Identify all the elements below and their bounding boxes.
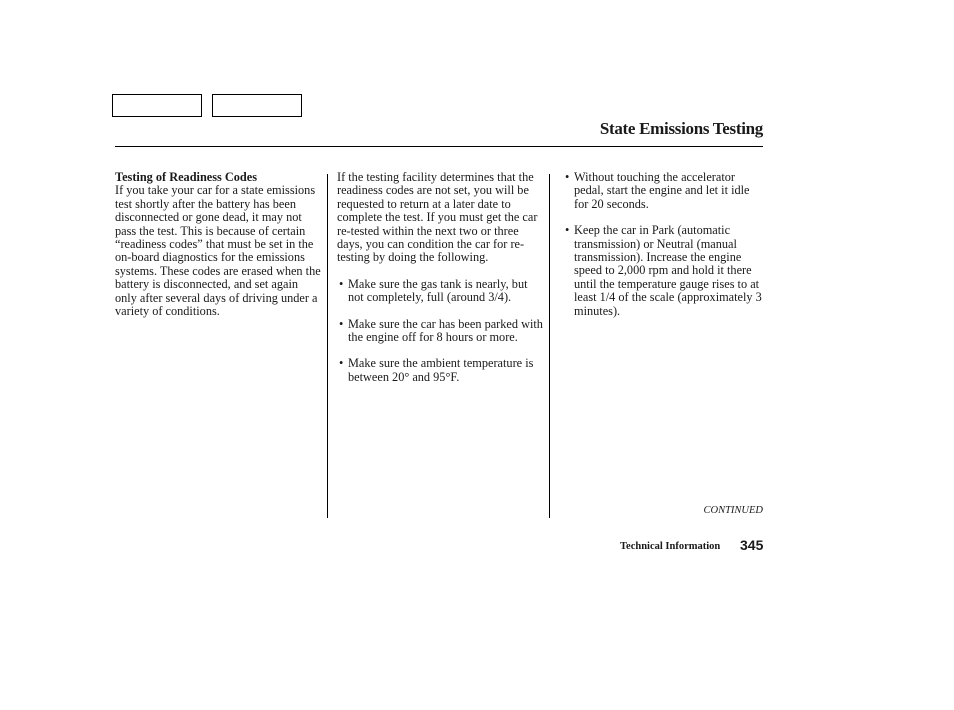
list-item: [563, 224, 763, 318]
footer-section-title: Technical Information: [620, 541, 721, 552]
column-divider-1: [327, 174, 328, 518]
list-item: [337, 357, 543, 384]
bullet-icon: •: [565, 223, 570, 238]
col2-bullet-list: [337, 278, 543, 384]
bullet-icon: •: [339, 356, 344, 371]
list-item-text: Make sure the ambient temperature is between 20° and 95°F.: [348, 356, 534, 384]
bullet-icon: •: [339, 276, 344, 291]
page-title: State Emissions Testing: [599, 119, 763, 138]
title-rule: [115, 146, 763, 147]
column-2: [337, 171, 543, 397]
list-item: [337, 318, 543, 345]
col3-bullet-list: [563, 171, 763, 318]
bullet-icon: •: [339, 316, 344, 331]
list-item-text: Without touching the accelerator pedal, start the engine and let it idle for 20 seconds.: [574, 170, 750, 211]
list-item-text: Keep the car in Park (automatic transmission) or Neutral (manual transmission). Increase the engine speed to 2,000 rpm and hold it there until the temperature gauge rises to at least 1/4 of the scale (approximately 3 minutes).: [574, 223, 762, 318]
col1-body: If you take your car for a state emissions test shortly after the battery has been disconnected or gone dead, it may not pass the test. This is because of certain “readiness codes” that must be set in the on-board diagnostics for the emissions systems. These codes are erased when the battery is disconnected, and set again only after several days of driving under a variety of conditions.: [115, 183, 321, 319]
nav-tab-box-2[interactable]: [212, 94, 302, 117]
nav-tab-box-1[interactable]: [112, 94, 202, 117]
bullet-icon: •: [565, 170, 570, 184]
list-item: [337, 278, 543, 305]
column-1: [115, 171, 321, 318]
section-heading: Testing of Readiness Codes: [115, 170, 258, 184]
page-number: 345: [740, 537, 764, 553]
col2-intro: If the testing facility determines that the readiness codes are not set, you will be requested to return at a later date to complete the test. If you must get the car re-tested within the next two or three days, you can condition the car for re-testing by doing the following.: [337, 170, 538, 265]
column-divider-2: [549, 174, 550, 518]
list-item-text: Make sure the car has been parked with the engine off for 8 hours or more.: [348, 316, 543, 345]
list-item: [563, 171, 763, 211]
column-3: [563, 171, 763, 331]
continued-label: CONTINUED: [703, 505, 763, 516]
list-item-text: Make sure the gas tank is nearly, but not completely, full (around 3/4).: [348, 276, 528, 305]
